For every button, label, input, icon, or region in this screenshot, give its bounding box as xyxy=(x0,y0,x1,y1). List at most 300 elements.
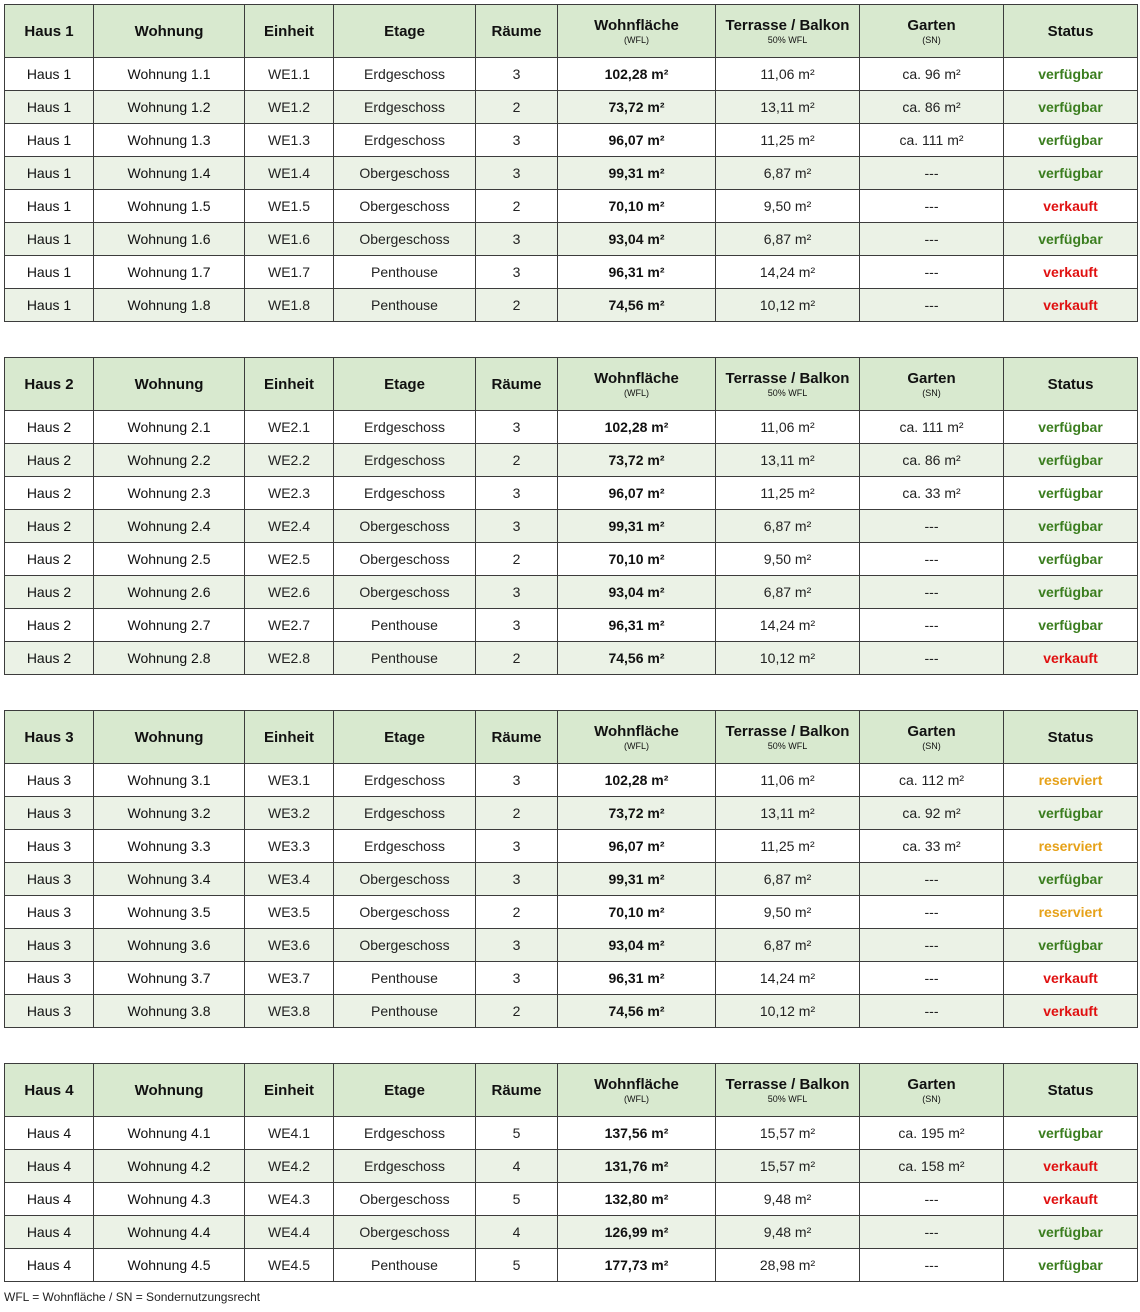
header-garten xyxy=(860,1064,1004,1117)
cell-terrasse: 11,25 m² xyxy=(716,124,860,157)
cell-einheit: WE3.4 xyxy=(245,863,334,896)
cell-terrasse: 10,12 m² xyxy=(716,642,860,675)
cell-raeume: 2 xyxy=(476,190,558,223)
header-garten-sub: (SN) xyxy=(922,388,941,398)
header-etage: Etage xyxy=(334,711,476,764)
header-terrasse-sub: 50% WFL xyxy=(767,1094,808,1104)
cell-einheit: WE3.1 xyxy=(245,764,334,797)
cell-wohnflaeche: 99,31 m² xyxy=(558,157,716,190)
header-raeume: Räume xyxy=(476,5,558,58)
cell-haus: Haus 2 xyxy=(5,543,94,576)
cell-haus: Haus 3 xyxy=(5,764,94,797)
cell-raeume: 5 xyxy=(476,1183,558,1216)
header-terrasse xyxy=(716,5,860,58)
header-terrasse-sub: 50% WFL xyxy=(767,388,808,398)
cell-raeume: 3 xyxy=(476,223,558,256)
cell-etage: Obergeschoss xyxy=(334,929,476,962)
cell-einheit: WE1.4 xyxy=(245,157,334,190)
table-row xyxy=(5,58,1138,91)
cell-terrasse: 11,06 m² xyxy=(716,764,860,797)
cell-wohnung: Wohnung 3.4 xyxy=(94,863,245,896)
header-etage: Etage xyxy=(334,1064,476,1117)
cell-etage: Obergeschoss xyxy=(334,190,476,223)
cell-terrasse: 11,25 m² xyxy=(716,477,860,510)
cell-haus: Haus 2 xyxy=(5,444,94,477)
table-header xyxy=(5,711,1138,764)
table-row xyxy=(5,1150,1138,1183)
header-garten xyxy=(860,711,1004,764)
header-terrasse-label: Terrasse / Balkon xyxy=(725,723,850,740)
cell-etage: Obergeschoss xyxy=(334,576,476,609)
table-row xyxy=(5,896,1138,929)
cell-raeume: 3 xyxy=(476,157,558,190)
cell-garten: --- xyxy=(860,576,1004,609)
cell-garten: ca. 86 m² xyxy=(860,444,1004,477)
cell-garten: ca. 112 m² xyxy=(860,764,1004,797)
cell-etage: Penthouse xyxy=(334,995,476,1028)
cell-einheit: WE2.8 xyxy=(245,642,334,675)
header-terrasse-label: Terrasse / Balkon xyxy=(725,1076,850,1093)
cell-haus: Haus 3 xyxy=(5,863,94,896)
cell-haus: Haus 1 xyxy=(5,58,94,91)
cell-etage: Erdgeschoss xyxy=(334,797,476,830)
cell-wohnflaeche: 93,04 m² xyxy=(558,223,716,256)
cell-haus: Haus 2 xyxy=(5,609,94,642)
table-row xyxy=(5,929,1138,962)
table-body xyxy=(5,58,1138,322)
cell-einheit: WE3.3 xyxy=(245,830,334,863)
cell-garten: --- xyxy=(860,642,1004,675)
cell-terrasse: 9,48 m² xyxy=(716,1216,860,1249)
cell-wohnflaeche: 132,80 m² xyxy=(558,1183,716,1216)
header-wohnflaeche-label: Wohnfläche xyxy=(594,370,679,387)
cell-wohnflaeche: 96,31 m² xyxy=(558,256,716,289)
table-row xyxy=(5,223,1138,256)
cell-wohnung: Wohnung 2.6 xyxy=(94,576,245,609)
cell-einheit: WE3.7 xyxy=(245,962,334,995)
table-row xyxy=(5,124,1138,157)
cell-haus: Haus 1 xyxy=(5,91,94,124)
header-status: Status xyxy=(1004,358,1138,411)
cell-wohnung: Wohnung 2.1 xyxy=(94,411,245,444)
header-einheit: Einheit xyxy=(245,1064,334,1117)
header-garten-sub: (SN) xyxy=(922,1094,941,1104)
header-haus: Haus 2 xyxy=(5,358,94,411)
cell-status: verfügbar xyxy=(1004,223,1138,256)
header-wohnflaeche xyxy=(558,711,716,764)
table-header xyxy=(5,1064,1138,1117)
cell-raeume: 3 xyxy=(476,510,558,543)
cell-status: verkauft xyxy=(1004,1150,1138,1183)
cell-wohnflaeche: 102,28 m² xyxy=(558,764,716,797)
cell-wohnflaeche: 96,07 m² xyxy=(558,830,716,863)
cell-etage: Obergeschoss xyxy=(334,1216,476,1249)
cell-einheit: WE2.5 xyxy=(245,543,334,576)
cell-wohnung: Wohnung 3.5 xyxy=(94,896,245,929)
cell-wohnung: Wohnung 3.1 xyxy=(94,764,245,797)
cell-wohnflaeche: 99,31 m² xyxy=(558,863,716,896)
cell-raeume: 2 xyxy=(476,543,558,576)
cell-garten: --- xyxy=(860,962,1004,995)
cell-garten: ca. 33 m² xyxy=(860,477,1004,510)
cell-status: verfügbar xyxy=(1004,609,1138,642)
header-terrasse-sub: 50% WFL xyxy=(767,35,808,45)
cell-status: verfügbar xyxy=(1004,91,1138,124)
cell-wohnung: Wohnung 3.2 xyxy=(94,797,245,830)
cell-terrasse: 6,87 m² xyxy=(716,863,860,896)
cell-garten: --- xyxy=(860,929,1004,962)
cell-wohnung: Wohnung 1.1 xyxy=(94,58,245,91)
cell-terrasse: 11,25 m² xyxy=(716,830,860,863)
cell-haus: Haus 4 xyxy=(5,1150,94,1183)
house-table-3 xyxy=(4,710,1138,1028)
cell-terrasse: 13,11 m² xyxy=(716,444,860,477)
header-etage: Etage xyxy=(334,5,476,58)
cell-haus: Haus 4 xyxy=(5,1249,94,1282)
cell-raeume: 4 xyxy=(476,1216,558,1249)
cell-etage: Erdgeschoss xyxy=(334,1117,476,1150)
header-wohnflaeche-label: Wohnfläche xyxy=(594,1076,679,1093)
cell-terrasse: 9,50 m² xyxy=(716,896,860,929)
cell-garten: --- xyxy=(860,223,1004,256)
cell-status: verkauft xyxy=(1004,962,1138,995)
cell-status: verfügbar xyxy=(1004,510,1138,543)
cell-etage: Erdgeschoss xyxy=(334,91,476,124)
cell-status: verfügbar xyxy=(1004,444,1138,477)
cell-wohnung: Wohnung 2.5 xyxy=(94,543,245,576)
header-haus: Haus 4 xyxy=(5,1064,94,1117)
cell-etage: Erdgeschoss xyxy=(334,830,476,863)
cell-einheit: WE4.5 xyxy=(245,1249,334,1282)
header-wohnflaeche-sub: (WFL) xyxy=(624,1094,649,1104)
cell-einheit: WE3.5 xyxy=(245,896,334,929)
cell-raeume: 3 xyxy=(476,962,558,995)
house-table-2 xyxy=(4,357,1138,675)
house-table-1 xyxy=(4,4,1138,322)
header-terrasse-sub: 50% WFL xyxy=(767,741,808,751)
cell-etage: Obergeschoss xyxy=(334,543,476,576)
cell-wohnung: Wohnung 1.3 xyxy=(94,124,245,157)
cell-status: reserviert xyxy=(1004,830,1138,863)
header-garten-sub: (SN) xyxy=(922,35,941,45)
cell-wohnflaeche: 102,28 m² xyxy=(558,58,716,91)
cell-wohnflaeche: 131,76 m² xyxy=(558,1150,716,1183)
cell-wohnung: Wohnung 1.6 xyxy=(94,223,245,256)
table-body xyxy=(5,411,1138,675)
cell-status: reserviert xyxy=(1004,896,1138,929)
cell-terrasse: 6,87 m² xyxy=(716,929,860,962)
header-haus: Haus 3 xyxy=(5,711,94,764)
header-garten-label: Garten xyxy=(907,17,956,34)
cell-status: verfügbar xyxy=(1004,1216,1138,1249)
cell-garten: ca. 33 m² xyxy=(860,830,1004,863)
cell-status: verfügbar xyxy=(1004,1249,1138,1282)
cell-raeume: 3 xyxy=(476,764,558,797)
cell-einheit: WE2.7 xyxy=(245,609,334,642)
cell-status: verkauft xyxy=(1004,642,1138,675)
cell-wohnung: Wohnung 3.8 xyxy=(94,995,245,1028)
header-einheit: Einheit xyxy=(245,5,334,58)
table-row xyxy=(5,190,1138,223)
header-terrasse xyxy=(716,711,860,764)
cell-wohnflaeche: 70,10 m² xyxy=(558,543,716,576)
cell-terrasse: 9,50 m² xyxy=(716,543,860,576)
cell-haus: Haus 4 xyxy=(5,1117,94,1150)
cell-etage: Obergeschoss xyxy=(334,157,476,190)
cell-etage: Erdgeschoss xyxy=(334,477,476,510)
cell-einheit: WE3.2 xyxy=(245,797,334,830)
cell-wohnung: Wohnung 4.3 xyxy=(94,1183,245,1216)
cell-wohnung: Wohnung 4.4 xyxy=(94,1216,245,1249)
header-raeume: Räume xyxy=(476,711,558,764)
cell-etage: Penthouse xyxy=(334,289,476,322)
cell-einheit: WE1.2 xyxy=(245,91,334,124)
cell-wohnflaeche: 74,56 m² xyxy=(558,995,716,1028)
cell-etage: Penthouse xyxy=(334,609,476,642)
cell-etage: Erdgeschoss xyxy=(334,58,476,91)
cell-garten: --- xyxy=(860,863,1004,896)
cell-einheit: WE2.6 xyxy=(245,576,334,609)
cell-etage: Erdgeschoss xyxy=(334,411,476,444)
cell-garten: --- xyxy=(860,157,1004,190)
cell-status: verfügbar xyxy=(1004,929,1138,962)
footnote: WFL = Wohnfläche / SN = Sondernutzungsrecht xyxy=(4,1290,261,1304)
cell-garten: --- xyxy=(860,1183,1004,1216)
cell-raeume: 2 xyxy=(476,797,558,830)
cell-status: verkauft xyxy=(1004,256,1138,289)
header-wohnflaeche-label: Wohnfläche xyxy=(594,723,679,740)
table-row xyxy=(5,797,1138,830)
cell-garten: --- xyxy=(860,896,1004,929)
cell-terrasse: 6,87 m² xyxy=(716,223,860,256)
cell-etage: Penthouse xyxy=(334,256,476,289)
cell-status: verfügbar xyxy=(1004,543,1138,576)
cell-wohnung: Wohnung 4.1 xyxy=(94,1117,245,1150)
cell-garten: ca. 111 m² xyxy=(860,411,1004,444)
cell-wohnflaeche: 73,72 m² xyxy=(558,444,716,477)
header-wohnflaeche xyxy=(558,5,716,58)
cell-wohnflaeche: 96,31 m² xyxy=(558,609,716,642)
cell-status: verkauft xyxy=(1004,190,1138,223)
header-wohnflaeche xyxy=(558,1064,716,1117)
header-haus: Haus 1 xyxy=(5,5,94,58)
cell-wohnflaeche: 73,72 m² xyxy=(558,797,716,830)
cell-terrasse: 28,98 m² xyxy=(716,1249,860,1282)
cell-wohnung: Wohnung 1.5 xyxy=(94,190,245,223)
cell-wohnflaeche: 73,72 m² xyxy=(558,91,716,124)
cell-garten: --- xyxy=(860,995,1004,1028)
header-garten xyxy=(860,5,1004,58)
cell-terrasse: 11,06 m² xyxy=(716,58,860,91)
table-row xyxy=(5,411,1138,444)
table-row xyxy=(5,995,1138,1028)
cell-garten: ca. 158 m² xyxy=(860,1150,1004,1183)
cell-status: verfügbar xyxy=(1004,797,1138,830)
header-garten-sub: (SN) xyxy=(922,741,941,751)
cell-wohnflaeche: 96,07 m² xyxy=(558,477,716,510)
cell-wohnung: Wohnung 2.2 xyxy=(94,444,245,477)
table-row xyxy=(5,477,1138,510)
cell-raeume: 2 xyxy=(476,444,558,477)
cell-raeume: 2 xyxy=(476,896,558,929)
cell-haus: Haus 2 xyxy=(5,510,94,543)
cell-garten: --- xyxy=(860,190,1004,223)
cell-wohnung: Wohnung 1.7 xyxy=(94,256,245,289)
cell-terrasse: 10,12 m² xyxy=(716,289,860,322)
cell-etage: Erdgeschoss xyxy=(334,764,476,797)
cell-garten: --- xyxy=(860,289,1004,322)
cell-terrasse: 15,57 m² xyxy=(716,1117,860,1150)
cell-status: verkauft xyxy=(1004,995,1138,1028)
table-row xyxy=(5,576,1138,609)
cell-raeume: 3 xyxy=(476,256,558,289)
cell-haus: Haus 3 xyxy=(5,962,94,995)
cell-raeume: 2 xyxy=(476,289,558,322)
cell-haus: Haus 1 xyxy=(5,289,94,322)
cell-wohnung: Wohnung 2.7 xyxy=(94,609,245,642)
table-body xyxy=(5,1117,1138,1282)
cell-wohnung: Wohnung 3.3 xyxy=(94,830,245,863)
cell-wohnflaeche: 137,56 m² xyxy=(558,1117,716,1150)
cell-status: reserviert xyxy=(1004,764,1138,797)
cell-wohnung: Wohnung 2.8 xyxy=(94,642,245,675)
cell-wohnung: Wohnung 1.2 xyxy=(94,91,245,124)
cell-wohnflaeche: 99,31 m² xyxy=(558,510,716,543)
cell-terrasse: 13,11 m² xyxy=(716,91,860,124)
cell-garten: --- xyxy=(860,609,1004,642)
header-wohnflaeche-label: Wohnfläche xyxy=(594,17,679,34)
header-terrasse xyxy=(716,358,860,411)
cell-wohnung: Wohnung 4.5 xyxy=(94,1249,245,1282)
table-row xyxy=(5,1183,1138,1216)
cell-einheit: WE1.6 xyxy=(245,223,334,256)
cell-wohnflaeche: 74,56 m² xyxy=(558,289,716,322)
table-row xyxy=(5,444,1138,477)
cell-haus: Haus 3 xyxy=(5,797,94,830)
cell-status: verfügbar xyxy=(1004,1117,1138,1150)
cell-garten: --- xyxy=(860,543,1004,576)
header-terrasse-label: Terrasse / Balkon xyxy=(725,17,850,34)
cell-etage: Penthouse xyxy=(334,1249,476,1282)
cell-garten: ca. 86 m² xyxy=(860,91,1004,124)
cell-wohnung: Wohnung 3.6 xyxy=(94,929,245,962)
cell-haus: Haus 4 xyxy=(5,1216,94,1249)
cell-wohnflaeche: 102,28 m² xyxy=(558,411,716,444)
cell-haus: Haus 1 xyxy=(5,157,94,190)
header-garten-label: Garten xyxy=(907,370,956,387)
cell-status: verfügbar xyxy=(1004,157,1138,190)
header-wohnung: Wohnung xyxy=(94,5,245,58)
cell-raeume: 2 xyxy=(476,91,558,124)
cell-terrasse: 11,06 m² xyxy=(716,411,860,444)
table-row xyxy=(5,642,1138,675)
header-wohnflaeche-sub: (WFL) xyxy=(624,388,649,398)
header-wohnflaeche-sub: (WFL) xyxy=(624,35,649,45)
cell-wohnflaeche: 93,04 m² xyxy=(558,929,716,962)
cell-terrasse: 14,24 m² xyxy=(716,962,860,995)
header-status: Status xyxy=(1004,1064,1138,1117)
cell-raeume: 5 xyxy=(476,1249,558,1282)
cell-wohnflaeche: 177,73 m² xyxy=(558,1249,716,1282)
cell-haus: Haus 3 xyxy=(5,830,94,863)
cell-wohnflaeche: 96,07 m² xyxy=(558,124,716,157)
cell-einheit: WE2.3 xyxy=(245,477,334,510)
cell-raeume: 3 xyxy=(476,576,558,609)
cell-haus: Haus 1 xyxy=(5,256,94,289)
cell-terrasse: 14,24 m² xyxy=(716,609,860,642)
cell-einheit: WE4.4 xyxy=(245,1216,334,1249)
cell-etage: Penthouse xyxy=(334,642,476,675)
cell-einheit: WE2.2 xyxy=(245,444,334,477)
cell-garten: ca. 195 m² xyxy=(860,1117,1004,1150)
cell-etage: Erdgeschoss xyxy=(334,124,476,157)
cell-haus: Haus 2 xyxy=(5,642,94,675)
header-wohnflaeche-sub: (WFL) xyxy=(624,741,649,751)
cell-wohnflaeche: 70,10 m² xyxy=(558,190,716,223)
cell-einheit: WE1.1 xyxy=(245,58,334,91)
cell-terrasse: 6,87 m² xyxy=(716,510,860,543)
cell-raeume: 2 xyxy=(476,642,558,675)
cell-raeume: 4 xyxy=(476,1150,558,1183)
table-row xyxy=(5,256,1138,289)
cell-raeume: 3 xyxy=(476,124,558,157)
cell-haus: Haus 4 xyxy=(5,1183,94,1216)
cell-etage: Obergeschoss xyxy=(334,1183,476,1216)
cell-wohnung: Wohnung 3.7 xyxy=(94,962,245,995)
cell-etage: Erdgeschoss xyxy=(334,1150,476,1183)
cell-einheit: WE3.6 xyxy=(245,929,334,962)
cell-wohnung: Wohnung 4.2 xyxy=(94,1150,245,1183)
cell-etage: Obergeschoss xyxy=(334,510,476,543)
cell-raeume: 3 xyxy=(476,58,558,91)
cell-status: verfügbar xyxy=(1004,411,1138,444)
cell-terrasse: 6,87 m² xyxy=(716,576,860,609)
cell-status: verkauft xyxy=(1004,289,1138,322)
cell-raeume: 3 xyxy=(476,863,558,896)
header-garten-label: Garten xyxy=(907,723,956,740)
cell-raeume: 3 xyxy=(476,609,558,642)
cell-einheit: WE1.7 xyxy=(245,256,334,289)
table-row xyxy=(5,91,1138,124)
header-garten-label: Garten xyxy=(907,1076,956,1093)
cell-wohnflaeche: 126,99 m² xyxy=(558,1216,716,1249)
cell-etage: Obergeschoss xyxy=(334,863,476,896)
header-terrasse-label: Terrasse / Balkon xyxy=(725,370,850,387)
cell-terrasse: 14,24 m² xyxy=(716,256,860,289)
header-etage: Etage xyxy=(334,358,476,411)
cell-einheit: WE4.2 xyxy=(245,1150,334,1183)
cell-garten: --- xyxy=(860,256,1004,289)
header-wohnung: Wohnung xyxy=(94,358,245,411)
cell-wohnflaeche: 70,10 m² xyxy=(558,896,716,929)
header-wohnflaeche xyxy=(558,358,716,411)
table-row xyxy=(5,764,1138,797)
cell-terrasse: 13,11 m² xyxy=(716,797,860,830)
cell-einheit: WE2.1 xyxy=(245,411,334,444)
cell-raeume: 3 xyxy=(476,830,558,863)
cell-raeume: 3 xyxy=(476,929,558,962)
cell-status: verfügbar xyxy=(1004,477,1138,510)
house-table-4 xyxy=(4,1063,1138,1282)
header-terrasse xyxy=(716,1064,860,1117)
cell-garten: ca. 111 m² xyxy=(860,124,1004,157)
header-einheit: Einheit xyxy=(245,711,334,764)
table-body xyxy=(5,764,1138,1028)
cell-terrasse: 10,12 m² xyxy=(716,995,860,1028)
header-garten xyxy=(860,358,1004,411)
cell-terrasse: 9,48 m² xyxy=(716,1183,860,1216)
header-wohnung: Wohnung xyxy=(94,1064,245,1117)
